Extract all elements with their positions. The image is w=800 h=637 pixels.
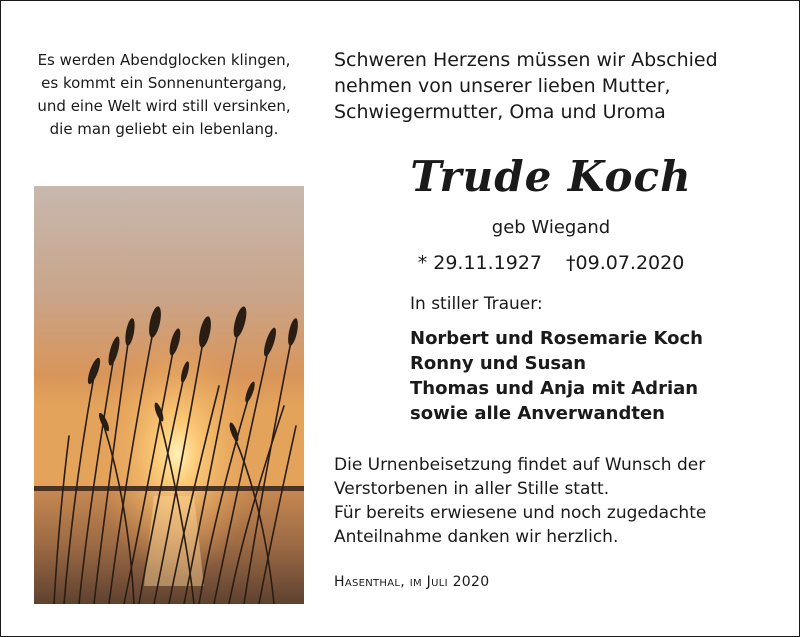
mourners-list bbox=[410, 326, 790, 426]
funeral-notice bbox=[334, 453, 784, 549]
deceased-name: Trude Koch bbox=[410, 152, 692, 201]
notice-line: Anteilnahme danken wir herzlich. bbox=[334, 527, 619, 547]
mourner-line: Thomas und Anja mit Adrian bbox=[410, 378, 699, 399]
mourner-line: Ronny und Susan bbox=[410, 353, 587, 374]
notice-line: Die Urnenbeisetzung findet auf Wunsch der bbox=[334, 455, 706, 475]
mourner-line: Norbert und Rosemarie Koch bbox=[410, 328, 703, 349]
sunset-reeds-photo bbox=[34, 186, 304, 604]
intro-line: Schwiegermutter, Oma und Uroma bbox=[334, 101, 666, 123]
notice-line: Verstorbenen in aller Stille statt. bbox=[334, 479, 610, 499]
death-date: †09.07.2020 bbox=[566, 252, 685, 274]
poem-line: es kommt ein Sonnenuntergang, bbox=[41, 74, 287, 92]
intro-text bbox=[334, 47, 774, 125]
notice-line: Für bereits erwiesene und noch zugedachte bbox=[334, 503, 707, 523]
life-dates bbox=[331, 249, 771, 277]
mourner-line: sowie alle Anverwandten bbox=[410, 403, 665, 424]
intro-line: Schweren Herzens müssen wir Abschied bbox=[334, 49, 718, 71]
mourning-label: In stiller Trauer: bbox=[410, 294, 543, 314]
poem-line: Es werden Abendglocken klingen, bbox=[37, 51, 291, 69]
poem bbox=[21, 49, 307, 141]
poem-line: und eine Welt wird still versinken, bbox=[37, 97, 291, 115]
intro-line: nehmen von unserer lieben Mutter, bbox=[334, 75, 671, 97]
poem-line: die man geliebt ein lebenlang. bbox=[49, 120, 279, 138]
maiden-name: geb Wiegand bbox=[491, 217, 611, 238]
place-and-date: Hasenthal, im Juli 2020 bbox=[334, 574, 490, 590]
birth-date: * 29.11.1927 bbox=[417, 252, 543, 274]
